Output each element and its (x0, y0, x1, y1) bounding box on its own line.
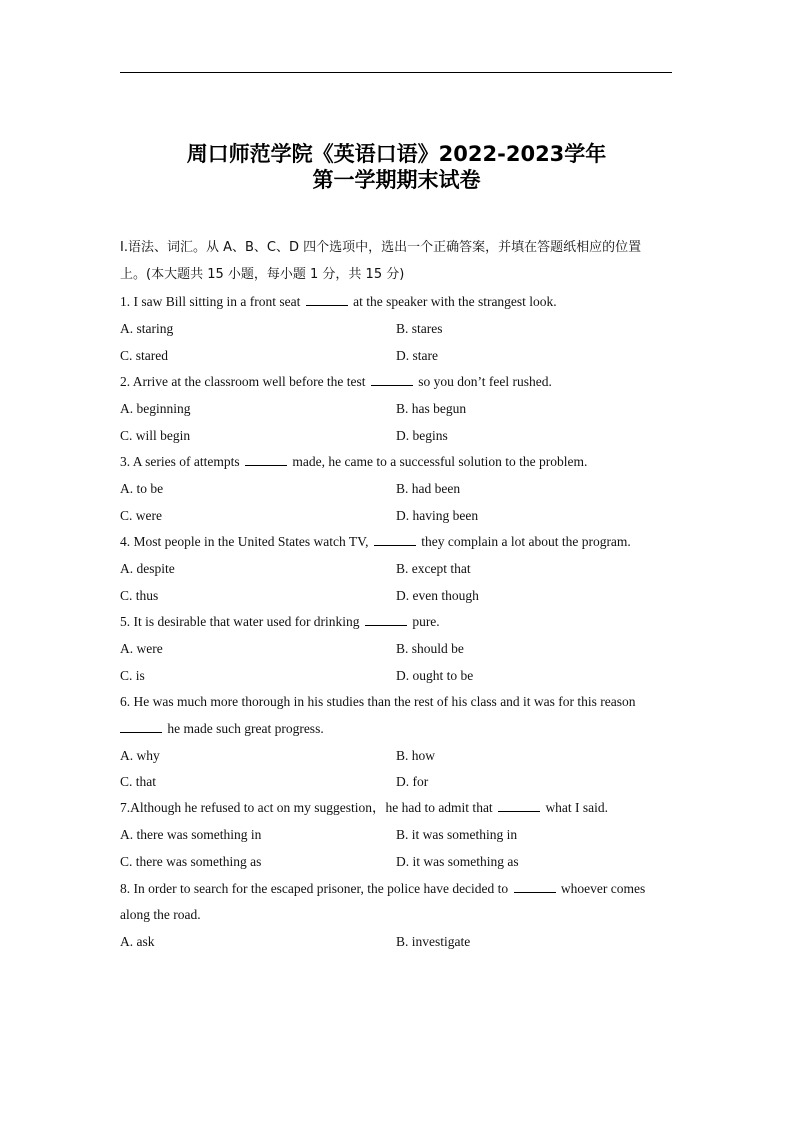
question-7-option-a: A. there was something in (120, 827, 262, 842)
question-8-stem: 8. In order to search for the escaped prisoner, the police have decided to whoever comes (120, 881, 646, 896)
exam-subtitle: 第一学期期末试卷 (312, 168, 481, 192)
question-4-option-a: A. despite (120, 561, 175, 576)
question-5-stem: 5. It is desirable that water used for drinking pure. (120, 614, 440, 629)
question-1-option-d: D. stare (396, 348, 438, 363)
question-2-option-a: A. beginning (120, 401, 191, 416)
question-3-option-c: C. were (120, 508, 162, 523)
question-1-option-c: C. stared (120, 348, 168, 363)
answer-blank (245, 453, 287, 466)
question-6-option-a: A. why (120, 748, 160, 763)
question-2-option-d: D. begins (396, 428, 448, 443)
question-2-option-b: B. has begun (396, 401, 467, 416)
answer-blank (306, 293, 348, 306)
header-rule (120, 72, 672, 73)
answer-blank (374, 533, 416, 546)
question-3-option-b: B. had been (396, 481, 461, 496)
question-5-option-b: B. should be (396, 641, 464, 656)
answer-blank (371, 373, 413, 386)
question-6-stem-cont: he made such great progress. (120, 720, 324, 738)
question-8-stem-cont: along the road. (120, 907, 201, 922)
question-1-stem: 1. I saw Bill sitting in a front seat at the speaker with the strangest look. (120, 294, 557, 309)
question-3-option-d: D. having been (396, 508, 479, 523)
question-5-option-d: D. ought to be (396, 668, 474, 683)
question-7-stem: 7.Although he refused to act on my suggestion，he had to admit that what I said. (120, 800, 609, 815)
answer-blank (365, 613, 407, 626)
question-5-option-c: C. is (120, 668, 145, 683)
question-4-option-c: C. thus (120, 588, 159, 603)
question-4-option-d: D. even though (396, 588, 479, 603)
question-4-option-b: B. except that (396, 561, 471, 576)
question-1-option-b: B. stares (396, 321, 443, 336)
question-6-option-b: B. how (396, 748, 436, 763)
question-6-stem: 6. He was much more thorough in his studies than the rest of his class and it was for this reason (120, 694, 636, 709)
section-instruction: I.语法、词汇。从 A、B、C、D 四个选项中，选出一个正确答案，并填在答题纸相应的位置 (120, 240, 642, 255)
question-7-option-d: D. it was something as (396, 854, 519, 869)
question-2-stem: 2. Arrive at the classroom well before the test so you don’t feel rushed. (120, 374, 552, 389)
answer-blank (120, 720, 162, 733)
question-3-stem: 3. A series of attempts made, he came to a successful solution to the problem. (120, 454, 588, 469)
answer-blank (498, 799, 540, 812)
question-8-option-b: B. investigate (396, 934, 471, 949)
question-2-option-c: C. will begin (120, 428, 191, 443)
question-1-option-a: A. staring (120, 321, 174, 336)
section-instruction-cont: 上。(本大题共 15 小题，每小题 1 分，共 15 分) (120, 267, 405, 282)
question-6-option-d: D. for (396, 774, 429, 789)
question-3-option-a: A. to be (120, 481, 164, 496)
question-7-option-c: C. there was something as (120, 854, 262, 869)
question-5-option-a: A. were (120, 641, 163, 656)
exam-title: 周口师范学院《英语口语》2022-2023学年 (186, 142, 607, 166)
question-7-option-b: B. it was something in (396, 827, 518, 842)
answer-blank (514, 880, 556, 893)
question-6-option-c: C. that (120, 774, 156, 789)
question-8-option-a: A. ask (120, 934, 155, 949)
question-4-stem: 4. Most people in the United States watch TV, they complain a lot about the program. (120, 534, 631, 549)
